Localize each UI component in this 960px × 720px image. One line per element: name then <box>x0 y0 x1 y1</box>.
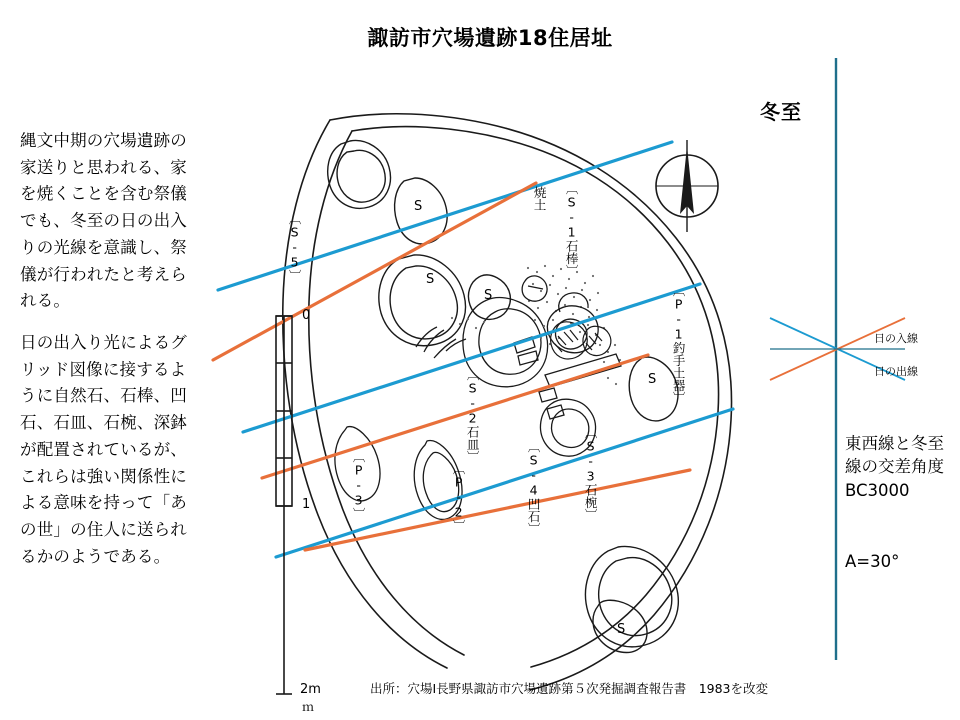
label-p2: 〔P-2〕 <box>451 462 467 532</box>
source-citation: 出所：穴場Ⅰ長野県諏訪市穴場遺跡第５次発掘調査報告書 1983を改変 <box>370 681 768 696</box>
label-stone-s-b: S <box>426 272 435 287</box>
label-p1-handled-pottery: 〔P-1釣手土器〕 <box>671 284 687 404</box>
scale-tick-2: 2m <box>300 682 321 697</box>
label-stone-s-d: S <box>648 372 657 387</box>
label-p3: 〔P-3〕 <box>351 450 367 520</box>
label-stone-s-c: S <box>484 288 493 303</box>
scale-tick-0: 0 <box>302 308 311 323</box>
label-burnt-soil: 焼土 <box>532 186 548 211</box>
left-paragraph-2: 日の出入り光によるグリッド図像に接するように自然石、石棒、凹石、石皿、石椀、深鉢が配置されているが、これらは強い関係性による意味を持って「あの世」の住人に送られるかのようである。 <box>20 333 187 566</box>
angle-value: A=30° <box>845 552 900 571</box>
sunrise-line-label: 日の出線 <box>874 365 918 378</box>
label-s4-concave-stone: 〔S-4凹石〕 <box>526 440 542 535</box>
stone-cluster <box>551 322 611 359</box>
sunset-line-label: 日の入線 <box>874 332 918 345</box>
scale-bar <box>276 316 292 694</box>
scale-tick-1: 1 <box>302 497 311 512</box>
label-s5: 〔S-5〕 <box>287 212 303 282</box>
page-title: 諏訪市穴場遺跡18住居址 <box>367 26 613 50</box>
label-s3-stone-bowl: 〔S-3石椀〕 <box>583 426 599 521</box>
left-paragraph-1: 縄文中期の穴場遺跡の家送りと思われる、家を焼くことを含む祭儀でも、冬至の日の出入りの光線を意識し、祭儀が行われたと考えられる。 <box>20 131 187 311</box>
label-stone-s-e: S <box>617 622 626 637</box>
winter-solstice-label: 冬至 <box>760 100 802 124</box>
label-s1-stone-rod: 〔S-1石棒〕 <box>564 182 580 277</box>
stone-outlines <box>328 141 679 653</box>
label-s2-stone-dish: 〔S-2石皿〕 <box>465 368 481 463</box>
scale-unit: ｍ <box>302 700 315 714</box>
label-stone-s-a: S <box>414 199 423 214</box>
intersection-angle-note: 東西線と冬至線の交差角度BC3000 <box>845 434 944 500</box>
north-arrow-compass <box>656 140 718 232</box>
